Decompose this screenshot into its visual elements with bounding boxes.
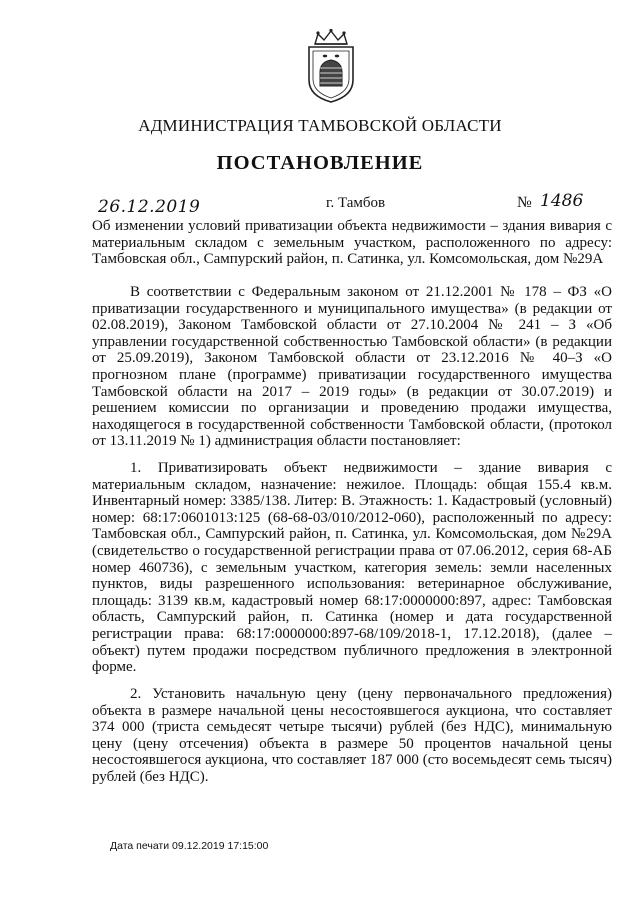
- coat-of-arms-emblem: [302, 28, 360, 104]
- document-number-label: №: [517, 194, 532, 211]
- document-type-title: ПОСТАНОВЛЕНИЕ: [216, 152, 424, 174]
- item-2-paragraph: 2. Установить начальную цену (цену первоначального предложения) объекта в размере начальной цены несостоявшегося аукциона, что составляет 374 000 (триста семьдесят четыре тысячи) рублей (без НДС), минимальную цену (цену отсечения) объекта в размере 50 процентов начальной цены несостоявшегося аукциона, что составляет 187 000 (сто восемьдесят семь тысяч) рублей (без НДС).: [92, 686, 612, 785]
- document-meta-row: [0, 193, 640, 219]
- document-number: 1486: [540, 191, 584, 211]
- document-date: 26.12.2019: [98, 197, 201, 217]
- organization-title: АДМИНИСТРАЦИЯ ТАМБОВСКОЙ ОБЛАСТИ: [138, 116, 502, 135]
- document-subject: Об изменении условий приватизации объекта недвижимости – здания вивария с материальным складом с земельным участком, расположенного по адресу: Тамбовская обл., Сампурский район, п. Сатинка, ул. Комсомольская, дом №29А: [92, 218, 612, 267]
- document-city: г. Тамбов: [326, 195, 386, 211]
- print-date-footer: Дата печати 09.12.2019 17:15:00: [110, 840, 269, 852]
- item-1-paragraph: 1. Приватизировать объект недвижимости – здание вивария с материальным складом, назначение: нежилое. Площадь: общая 155.4 кв.м. Инвентарный номер: 3385/138. Литер: В. Этажность: 1. Кадастровый (условный) номер: 68:17:0601013:125 (68-68-03/010/2012-060), расположенный по адресу: Тамбовская обл., Сампурский район, п. Сатинка, ул. Комсомольская, дом №29А (свидетельство о государственной регистрации права от 07.06.2012, серия 68-АБ номер 460736), с земельным участком, категория земель: земли населенных пунктов, виды разрешенного использования: ветеринарное обслуживание, площадь: 3139 кв.м, кадастровый номер 68:17:0000000:897, адрес: Тамбовская область, Сампурский район, п. Сатинка (номер и дата государственной регистрации права: 68:17:0000000:897-68/109/2018-1, 17.12.2018), (далее – объект) путем продажи посредством публичного предложения в электронной форме.: [92, 460, 612, 676]
- preamble-paragraph: В соответствии с Федеральным законом от 21.12.2001 № 178 – ФЗ «О приватизации государственного и муниципального имущества» (в редакции от 02.08.2019), Законом Тамбовской области от 27.10.2004 № 241 – З «Об управлении государственной собственностью Тамбовской области» (в редакции от 25.09.2019), Законом Тамбовской области от 23.12.2016 № 40–З «О прогнозном плане (программе) приватизации государственного имущества Тамбовской области на 2017 – 2019 годы» (в редакции от 30.07.2019) и решением комиссии по организации и проведению продажи имущества, находящегося в государственной собственности Тамбовской области, (протокол от 13.11.2019 № 1) администрация области постановляет:: [92, 284, 612, 450]
